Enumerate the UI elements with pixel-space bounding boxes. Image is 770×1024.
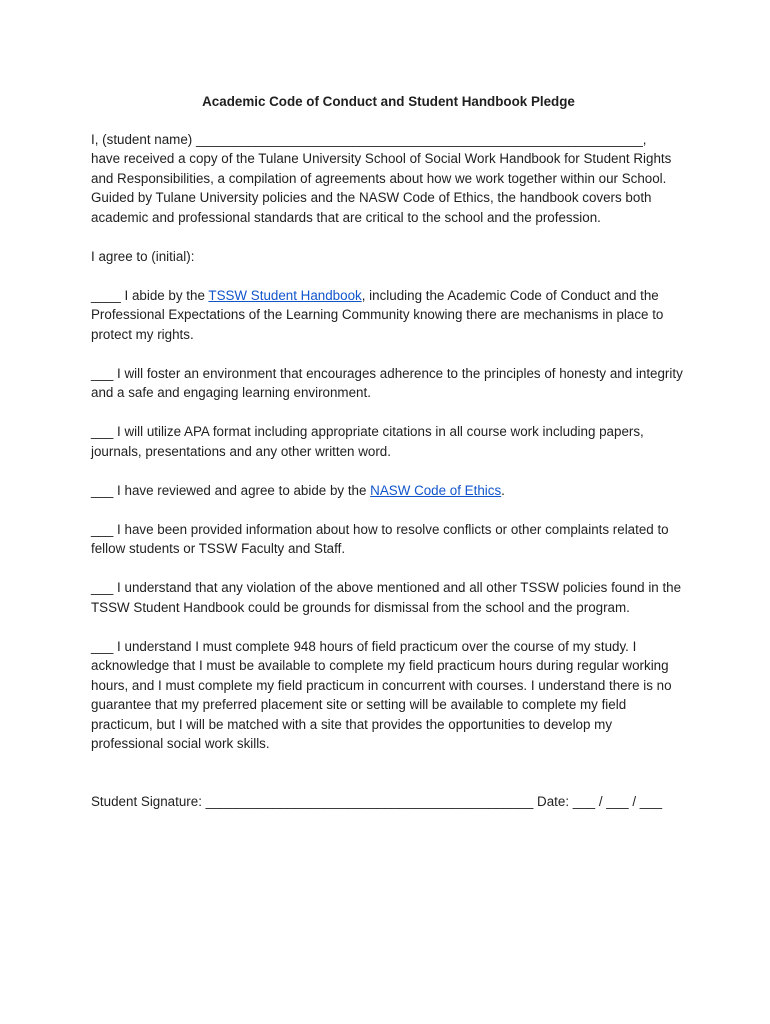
nasw-code-link[interactable]: NASW Code of Ethics bbox=[370, 482, 502, 498]
intro-paragraph bbox=[91, 130, 686, 228]
pledge-item-environment: ___ I will foster an environment that encourages adherence to the principles of honesty and integrity and a safe and engaging learning environment. bbox=[91, 365, 683, 400]
pledge-ethics-post: . bbox=[501, 482, 505, 498]
document-title: Academic Code of Conduct and Student Handbook Pledge bbox=[202, 94, 575, 109]
pledge-handbook-post: , including the Academic Code of Conduct and the Professional Expectations of the Learning Community knowing there are mechanisms in place to protect my rights. bbox=[91, 287, 664, 342]
pledge-item-practicum: ___ I understand I must complete 948 hours of field practicum over the course of my study. I acknowledge that I must be available to complete my field practicum hours during regular working hours, and I must complete my field practicum in concurrent with courses. I understand there is no guarantee that my preferred placement site or setting will be available to complete my field practicum, but I will be matched with a site that provides the opportunities to develop my professional social work skills. bbox=[91, 638, 672, 751]
pledge-item-ethics bbox=[91, 481, 686, 501]
pledge-item-violation: ___ I understand that any violation of the above mentioned and all other TSSW policies found in the TSSW Student Handbook could be grounds for dismissal from the school and the program. bbox=[91, 580, 682, 615]
pledge-item-apa: ___ I will utilize APA format including appropriate citations in all course work including papers, journals, presentations and any other written word. bbox=[91, 424, 644, 459]
pledge-item-conflicts: ___ I have been provided information about how to resolve conflicts or other complaints related to fellow students or TSSW Faculty and Staff. bbox=[91, 521, 669, 556]
pledge-ethics-pre: ___ I have reviewed and agree to abide by the bbox=[91, 482, 371, 498]
intro-body: have received a copy of the Tulane University School of Social Work Handbook for Student Rights and Responsibilities, a compilation of agreements about how we work together within our School. Guided by Tulane University policies and the NASW Code of Ethics, the handbook covers both academic and professional standards that are critical to the school and the profession. bbox=[91, 151, 672, 225]
student-name-line: I, (student name) ____________________________________________________________, bbox=[91, 131, 647, 147]
tssw-handbook-link[interactable]: TSSW Student Handbook bbox=[208, 287, 362, 303]
pledge-handbook-pre: ____ I abide by the bbox=[91, 287, 209, 303]
agree-heading: I agree to (initial): bbox=[91, 248, 195, 264]
document-page bbox=[91, 92, 686, 811]
signature-line: Student Signature: ____________________________________________ Date: ___ / ___ / ___ bbox=[91, 793, 663, 809]
pledge-item-handbook bbox=[91, 286, 686, 345]
